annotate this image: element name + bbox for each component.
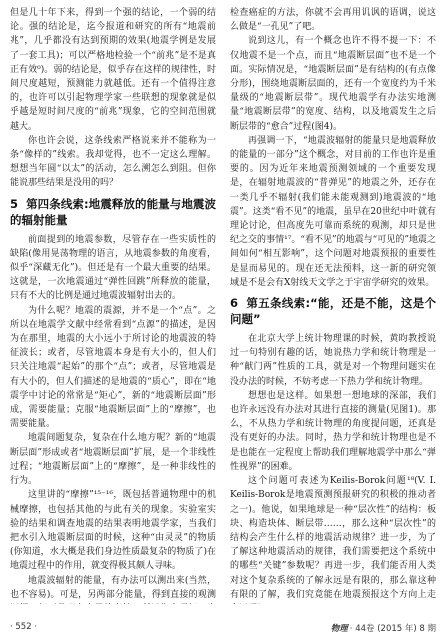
section-number: 5 <box>10 196 19 211</box>
page-number: · 552 · <box>10 622 38 632</box>
paragraph: 在北京大学上统计物理课的时候，黄昀教授说过一句特别有趣的话，她说热力学和统计物理是一种“献门两”性质的工具，就是对一个物理问题实在没办法的时候，不妨考虑一下热力学和统计物理。 <box>230 334 436 387</box>
paragraph: 想想也是这样。如果想一想地球的深部，我们也许永远没有办法对其进行直接的测量(见图1)。那么，不从热力学和统计物理的角度提问题，还真是没有更好的办法。同时，热力学和统计物理也是不是也能在一定程度上帮助我们理解地震学中那么“弹性视界”的困难。 <box>230 390 436 472</box>
section-title: 第五条线索:“能，还是不能，这是个问题” <box>230 296 436 327</box>
left-column <box>10 6 216 604</box>
paragraph: 地震间题复杂，复杂在什么地方呢？新的“地震断层面”形成或者“地震断层面”扩展，是一个非线性过程；“地震断层面”上的“摩擦”，是一种非线性的行为。 <box>10 433 216 487</box>
paragraph: 这里讲的“摩擦”¹⁵⁻¹⁶，既包括普通物理中的机械摩擦，也包括其他的与此有关的现象。实验室实验的结果和调查地震的结果表明地震学家，当我们把水引入地震断层面的时候，这种“由灵灵”的物质(你知道，水大概是我们身边性质最复杂的物质了)在地震过程中的作用，就变得极其颇人寻味。 <box>10 490 216 572</box>
section-number: 6 <box>230 296 239 311</box>
page-footer <box>10 620 436 636</box>
paragraph: 地震波辐射的能量，有办法可以测出来(当然，也不容易)。可是，另两部分能量，得到直接的观测 <box>10 575 216 600</box>
paragraph: 你也许会说，这条线索严格说来并不能称为一条“像样的”线索。我却觉得，也不一定这么理解。想想当年圆“以太”的活动，怎么溯怎么到阻。但你能说那些结果是没用的吗？ <box>10 135 216 189</box>
journal-citation <box>331 622 436 634</box>
paragraph: 这个问题可表述为Keilis-Borok问题¹⁸(V. I. Keilis-Borok是地震预测预报研究的积极的推动者之一)。他说，如果地球是一种“层次性”的结构：板块、构造块体、断层带……，那么这种“层次性”的结构会产生什么样的地震活动规律？进一步，为了了解这种地震活动的规律，我们需要把这个系统中的哪些“关键”参数呢？再进一步，我们能否用人类对这个复杂系统的了解永远是有限的，那么靠这种有限的了解，我们究竟能在地震预报这个方向上走 <box>230 476 436 600</box>
paragraph: 前面提到的地震参数，尽管存在一些实质性的缺陷(像用晃荡物理的语言，从地震参数的角度看，似乎“深藏无化”)。但还是有一个最大重要的结果。这就是，一次地震通过“弹性回跳”所释放的能量，只有不大的比例是通过地震波辐射出去的。 <box>10 234 216 302</box>
section-heading-6 <box>230 295 436 327</box>
section-title: 第四条线索:地震释放的能量与地震波的辐射能量 <box>10 196 216 227</box>
paragraph: 检查癌症的方法，你就不会再用讥讽的语调，说这么做是“一孔见”了吧。 <box>230 8 436 33</box>
journal-name: 物理 <box>330 624 348 634</box>
section-heading-5 <box>10 196 216 228</box>
paragraph: 但是几十年下来，得到一个强的结论，一个弱的结论。强的结论是，迄今报道和研究的所有“地震前兆”，几乎都没有达到预期的效果(地震学例是发展了一套工具)；可以严格地检验一个“前兆”是不是真正有效⁰)。弱的结论是，似乎存在这样的规律性，时间尺度越短，预测能力就越低。还有一个值得注意的，也许可以引起物理学家一些联想的现象就是似乎越是短时间尺度的“前兆”现象，它的空间范围就越大。 <box>10 8 216 132</box>
journal-info: · 44卷 (2015 年) 8 期 <box>349 624 436 634</box>
paragraph: 再强调一下，“地震波辐射的能量只是地震释放的能量的一部分”这个概念，对目前的工作也许是重要的。因为近年来地震预测领域的一个重要发现是，在辐射地震波的“普弹见”的地震之外，还存在一类几乎不辐射(我们能未能观测到)地震波的“地震”。这类“看不见”的地震，虽早在20世纪中叶就有理论讨论，但高度先可靠而系统的观测，却只是世纪之交的事情¹⁷。“看不见”的地震与“可见的”地震之间如何“相互影响”，这个问题对地震预报的重要性是显而易见的。现在还无法预料，这一新的研究领域是不是会有X射线天文学之于宇宙学研究的效果。 <box>230 135 436 288</box>
paragraph: 为什么呢？地震的震源，并不是一个“点”。之所以在地震学文献中经常看到“点源”的描述，是因为在那里，地震的大小远小于所讨论的地震波的特征波长；或者，尽管地震本身是有大小的，但人们只关注地震“起始”的那个“点”；或者，尽管地震是有大小的，但人们描述的是地震的“质心”，即在“地震学中讨论的常常是“矩心”，新的“地震断层面”形成，需要能量；克服“地震断层面”上的“摩擦”，也需要能量。 <box>10 305 216 430</box>
right-column <box>230 6 436 604</box>
paragraph: 说到这儿，有一个概念也许不得不提一下：不仅地震不是一个点，而且“地震断层面”也不是一个面。实际情况是，“地震断层面”是有结构的(有点像分形)，围绕地震断层面的，还有一个宽度约为千米量级的“地震断层带”。现代地震学有办法实地测量“地震断层带”的宽度、结构，以及地震发生之后断层带的“愈合”过程(图4)。 <box>230 36 436 132</box>
